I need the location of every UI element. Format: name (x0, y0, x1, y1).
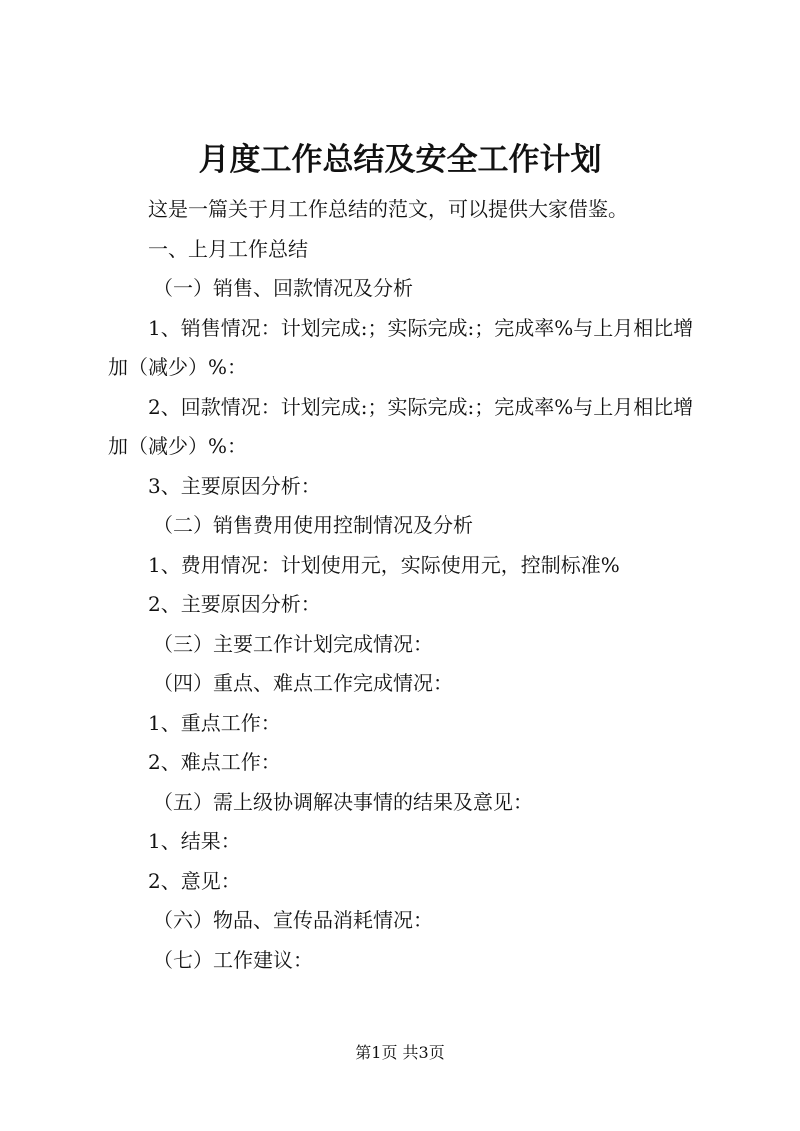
paragraph: 1、结果： (148, 829, 241, 853)
document-title: 月度工作总结及安全工作计划 (198, 142, 602, 178)
page-footer: 第1页 共3页 (355, 1043, 445, 1062)
paragraph: 3、主要原因分析： (148, 473, 321, 498)
paragraph: 2、意见： (148, 868, 241, 893)
section-heading: 一、上月工作总结 (148, 236, 308, 261)
paragraph: 1、重点工作： (148, 710, 281, 735)
paragraph: 2、难点工作： (148, 750, 281, 774)
subsection-heading: （三）主要工作计划完成情况： (153, 631, 433, 656)
document-body (108, 190, 708, 980)
paragraph: 2、回款情况：计划完成:；实际完成:；完成率%与上月相比增加（减少）%： (108, 394, 694, 458)
paragraph: 1、费用情况：计划使用元，实际使用元，控制标准% (148, 552, 620, 577)
subsection-heading: （五）需上级协调解决事情的结果及意见： (153, 789, 533, 814)
subsection-heading: （四）重点、难点工作完成情况： (153, 671, 453, 695)
intro-paragraph: 这是一篇关于月工作总结的范文，可以提供大家借鉴。 (148, 197, 628, 221)
subsection-heading: （一）销售、回款情况及分析 (153, 276, 413, 300)
paragraph: 1、销售情况：计划完成:；实际完成:；完成率%与上月相比增加（减少）%： (108, 315, 694, 379)
subsection-heading: （六）物品、宣传品消耗情况： (153, 908, 433, 932)
subsection-heading: （七）工作建议： (153, 947, 313, 972)
paragraph: 2、主要原因分析： (148, 592, 321, 616)
subsection-heading: （二）销售费用使用控制情况及分析 (153, 513, 473, 537)
